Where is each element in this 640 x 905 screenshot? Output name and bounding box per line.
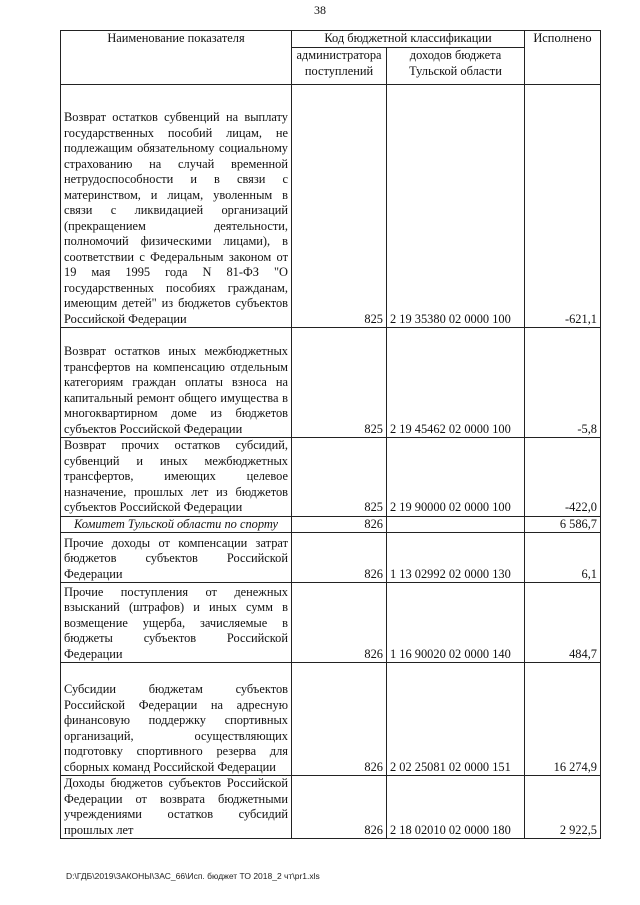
row-name-cell: Прочие доходы от компенсации затрат бюджетов субъектов Российской Федерации [61, 533, 292, 583]
table-row [61, 516, 601, 533]
row-admin-cell: 826 [292, 776, 387, 839]
row-value-cell: -621,1 [525, 85, 601, 328]
table-row [61, 663, 601, 776]
row-admin-cell: 826 [292, 583, 387, 663]
row-admin-cell: 825 [292, 328, 387, 438]
row-name-cell: Возврат остатков субвенций на выплату государственных пособий лицам, не подлежащим обязательному социальному страхованию на случай временной нетрудоспособности и в связи с материнством, и лицам, уволенным в связи с ликвидацией организаций (прекращением деятельности, полномочий физическими лицами), в соответствии с Федеральным законом от 19 мая 1995 года N 81-ФЗ "О государственных пособиях гражданам, имеющим детей" из бюджетов субъектов Российской Федерации [61, 85, 292, 328]
row-value-cell: 484,7 [525, 583, 601, 663]
header-revenue: доходов бюджета Тульской области [387, 48, 525, 85]
row-name-cell: Субсидии бюджетам субъектов Российской Федерации на адресную финансовую поддержку спортивных организаций, осуществляющих подготовку спортивного резерва для сборных команд Российской Федерации [61, 663, 292, 776]
header-row-1 [61, 31, 601, 48]
row-name-cell: Доходы бюджетов субъектов Российской Федерации от возврата бюджетными учреждениями остатков субсидий прошлых лет [61, 776, 292, 839]
row-name-cell: Комитет Тульской области по спорту [61, 516, 292, 533]
header-budget-code: Код бюджетной классификации [292, 31, 525, 48]
row-code-cell: 1 13 02992 02 0000 130 [387, 533, 525, 583]
row-admin-cell: 825 [292, 85, 387, 328]
page-number: 38 [314, 3, 326, 17]
row-value-cell: 16 274,9 [525, 663, 601, 776]
row-value-cell: 6 586,7 [525, 516, 601, 533]
table-row [61, 776, 601, 839]
row-value-cell: 6,1 [525, 533, 601, 583]
table-body [61, 85, 601, 839]
header-administrator: администратора поступлений [292, 48, 387, 85]
row-admin-cell: 825 [292, 438, 387, 517]
table-row [61, 85, 601, 328]
row-admin-cell: 826 [292, 533, 387, 583]
footer-file-path: D:\ГДБ\2019\ЗАКОНЫ\ЗАС_66\Исп. бюджет ТО 2018_2 чт\pr1.xls [66, 871, 320, 881]
table-row [61, 583, 601, 663]
row-value-cell: -422,0 [525, 438, 601, 517]
row-code-cell: 2 19 35380 02 0000 100 [387, 85, 525, 328]
row-admin-cell: 826 [292, 516, 387, 533]
row-name-cell: Возврат остатков иных межбюджетных трансфертов на компенсацию отдельным категориям граждан оплаты взноса на капитальный ремонт общего имущества в многоквартирном доме из бюджетов субъектов Российской Федерации [61, 328, 292, 438]
row-code-cell: 1 16 90020 02 0000 140 [387, 583, 525, 663]
row-name-cell: Возврат прочих остатков субсидий, субвенций и иных межбюджетных трансфертов, имеющих целевое назначение, прошлых лет из бюджетов субъектов Российской Федерации [61, 438, 292, 517]
row-code-cell: 2 19 45462 02 0000 100 [387, 328, 525, 438]
table-row [61, 533, 601, 583]
header-executed: Исполнено [525, 31, 601, 85]
row-code-cell: 2 18 02010 02 0000 180 [387, 776, 525, 839]
row-admin-cell: 826 [292, 663, 387, 776]
table-row [61, 328, 601, 438]
table-row [61, 438, 601, 517]
row-code-cell: 2 02 25081 02 0000 151 [387, 663, 525, 776]
row-value-cell: 2 922,5 [525, 776, 601, 839]
header-indicator: Наименование показателя [61, 31, 292, 85]
row-code-cell: 2 19 90000 02 0000 100 [387, 438, 525, 517]
row-name-cell: Прочие поступления от денежных взысканий (штрафов) и иных сумм в возмещение ущерба, зачисляемые в бюджеты субъектов Российской Федерации [61, 583, 292, 663]
budget-table [60, 30, 601, 839]
row-code-cell [387, 516, 525, 533]
row-value-cell: -5,8 [525, 328, 601, 438]
